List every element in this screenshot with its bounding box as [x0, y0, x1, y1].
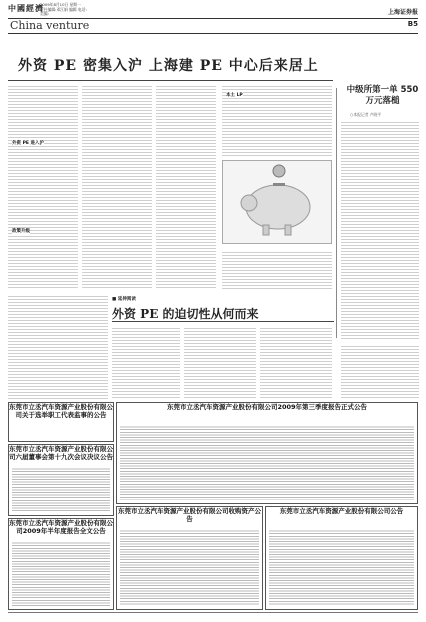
notice-ad-6	[265, 506, 418, 610]
article-column-1	[8, 84, 78, 289]
sub-headline-rule	[112, 321, 334, 322]
side-divider	[336, 88, 337, 338]
footer-rule	[8, 612, 418, 613]
lower-right-column	[341, 344, 419, 398]
side-story-body	[341, 120, 419, 340]
article-photo	[222, 160, 332, 244]
notice-body	[12, 467, 110, 512]
sub-headline: 外资 PE 的迫切性从何而来	[112, 307, 259, 321]
newspaper-name: 上海证券报	[387, 9, 418, 16]
subhead-3: 本土 LP	[226, 93, 243, 98]
notice-ad-4	[116, 402, 418, 504]
lower-column-1	[112, 326, 180, 398]
section-title: China venture	[10, 19, 90, 32]
notice-title: 东莞市立丞汽车资源产业股份有限公司关于选举职工代表监事的公告	[9, 403, 113, 419]
headline-rule	[8, 80, 333, 81]
masthead-editor: 责任编辑:邓江娟 编辑 电话:	[40, 6, 87, 12]
notice-body	[120, 425, 414, 500]
page-number: B5	[407, 20, 418, 28]
notice-title: 东莞市立丞汽车资源产业股份有限公司六届董事会第十九次会议决议公告	[9, 445, 113, 461]
masthead-info	[40, 3, 87, 17]
notice-body	[12, 541, 110, 606]
notice-title: 东莞市立丞汽车资源产业股份有限公司2009年半年度报告全文公告	[9, 519, 113, 535]
notice-ad-2	[8, 444, 114, 516]
masthead-designer: 美编:	[40, 11, 49, 17]
masthead-date: 2009年8月10日 星期一	[40, 2, 81, 7]
subhead-2: 政策升级	[12, 229, 30, 234]
lower-left-column	[8, 294, 108, 399]
section-tag: ■ 延伸阅读	[112, 297, 136, 302]
side-story-author: ○本报记者 卢晓平	[350, 112, 382, 117]
lower-column-3	[260, 326, 332, 398]
notice-title: 东莞市立丞汽车资源产业股份有限公司公告	[279, 507, 404, 515]
main-headline: 外资 PE 密集入沪 上海建 PE 中心后来居上	[18, 58, 319, 74]
notice-title: 东莞市立丞汽车资源产业股份有限公司2009年第三季度报告正式公告	[166, 403, 368, 411]
notice-ad-1	[8, 402, 114, 442]
notice-title: 东莞市立丞汽车资源产业股份有限公司收购资产公告	[118, 507, 261, 523]
notice-ad-5	[116, 506, 263, 610]
side-story-title: 中级所第一单 550万元落槌	[346, 85, 419, 106]
notice-body	[120, 529, 259, 606]
masthead-logo: 中國經濟	[8, 4, 44, 13]
lower-column-2	[184, 326, 256, 398]
notice-ad-3	[8, 518, 114, 610]
piggy-bank-illustration	[223, 161, 331, 243]
article-column-2	[82, 84, 152, 289]
subhead-1: 外资 PE 进入沪	[12, 141, 45, 146]
article-column-3	[156, 84, 216, 289]
notice-body	[269, 529, 414, 606]
article-column-5	[222, 250, 332, 290]
